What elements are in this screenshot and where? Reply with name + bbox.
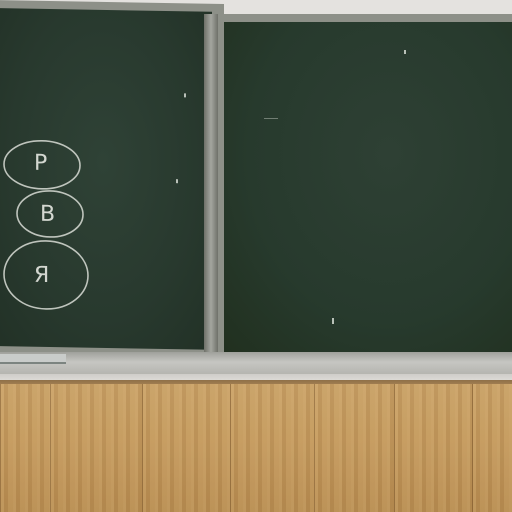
chalkboard-left-surface — [0, 8, 212, 350]
wood-plank — [314, 384, 395, 512]
chalk-smudge — [264, 118, 278, 119]
wood-plank — [50, 384, 143, 512]
chalk-tray — [0, 352, 512, 374]
wood-paneling — [0, 384, 512, 512]
wood-plank — [394, 384, 473, 512]
wood-plank — [230, 384, 315, 512]
chalk-letter-p: P — [34, 150, 48, 176]
chalk-speck — [404, 50, 406, 54]
chalkboard-right-surface — [224, 22, 512, 352]
chalk-letter-ya: Я — [34, 262, 50, 288]
chalk-speck — [184, 93, 186, 97]
chalkboard-right-panel — [212, 14, 512, 360]
chalk-circles — [0, 8, 214, 342]
chalkboard-left-panel — [0, 0, 224, 360]
wood-plank — [142, 384, 231, 512]
chalk-letter-b: B — [40, 201, 56, 228]
wood-plank — [0, 384, 51, 512]
wood-plank — [472, 384, 512, 512]
chalk-speck — [332, 318, 334, 324]
chalk-speck — [176, 179, 178, 183]
board-eraser — [0, 354, 66, 364]
board-divider — [204, 14, 218, 358]
